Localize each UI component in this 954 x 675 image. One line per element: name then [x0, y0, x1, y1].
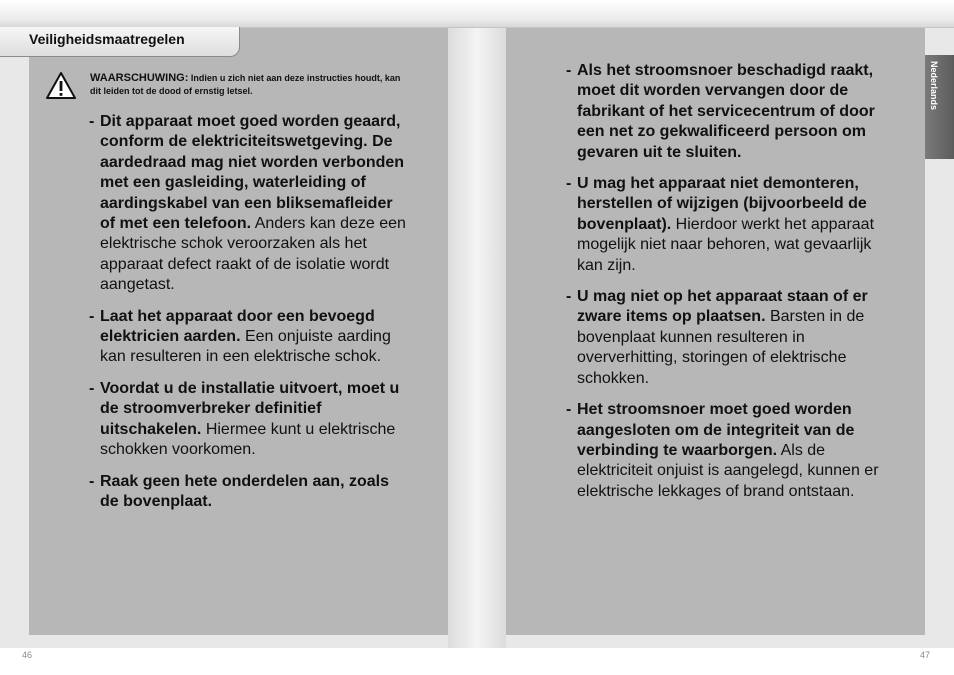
list-item: - Het stroomsnoer moet goed worden aangesloten om de integriteit van de verbinding te waarborgen. Als de elektriciteit onjuist is aangelegd, kunnen er elektrische lekkages of brand ontstaan. — [566, 401, 879, 500]
page-number-right: 47 — [920, 650, 931, 660]
left-instruction-list — [89, 112, 409, 523]
list-item: - U mag het apparaat niet demonteren, herstellen of wijzigen (bijvoorbeeld de bovenplaat). Hierdoor werkt het apparaat mogelijk niet naar behoren, wat gevaarlijk kan zijn. — [566, 175, 875, 274]
list-item: - Dit apparaat moet goed worden geaard, conform de elektriciteitswetgeving. De aardedraad mag niet worden verbonden met een gasleiding, waterleiding of aardingskabel van een bliksemafleider of met een telefoon. Anders kan deze een elektrische schok veroorzaken als het apparaat defect raakt of de isolatie wordt aangetast. — [89, 113, 406, 294]
language-tab — [925, 55, 954, 159]
top-header-bar — [0, 0, 954, 28]
language-tab-label: Nederlands — [929, 61, 939, 111]
warning-body: Indien u zich niet aan deze instructies houdt, kan dit leiden tot de dood of ernstig letsel. — [90, 73, 401, 96]
section-title: Veiligheidsmaatregelen — [29, 31, 185, 47]
list-item: - Laat het apparaat door een bevoegd elektricien aarden. Een onjuiste aarding kan resulteren in een elektrische schok. — [89, 307, 391, 366]
list-item: - U mag niet op het apparaat staan of er zware items op plaatsen. Barsten in de bovenplaat kunnen resulteren in oververhitting, storingen of elektrische schokken. — [566, 288, 868, 387]
page-gutter — [448, 28, 506, 648]
list-item: - Voordat u de installatie uitvoert, moet u de stroomverbreker definitief uitschakelen. Hiermee kunt u elektrische schokken voorkomen. — [89, 379, 400, 459]
warning-title: WAARSCHUWING: — [90, 72, 189, 84]
list-item: - Als het stroomsnoer beschadigd raakt, moet dit worden vervangen door de fabrikant of het servicecentrum of door een net zo gekwalificeerd persoon om gevaren uit te sluiten. — [566, 62, 875, 161]
right-instruction-list — [566, 61, 886, 513]
section-title-tab — [0, 27, 240, 57]
list-item: - Raak geen hete onderdelen aan, zoals de bovenplaat. — [89, 472, 389, 510]
warning-text — [90, 72, 410, 98]
page-number-left: 46 — [22, 650, 33, 660]
warning-triangle-icon — [45, 71, 77, 101]
